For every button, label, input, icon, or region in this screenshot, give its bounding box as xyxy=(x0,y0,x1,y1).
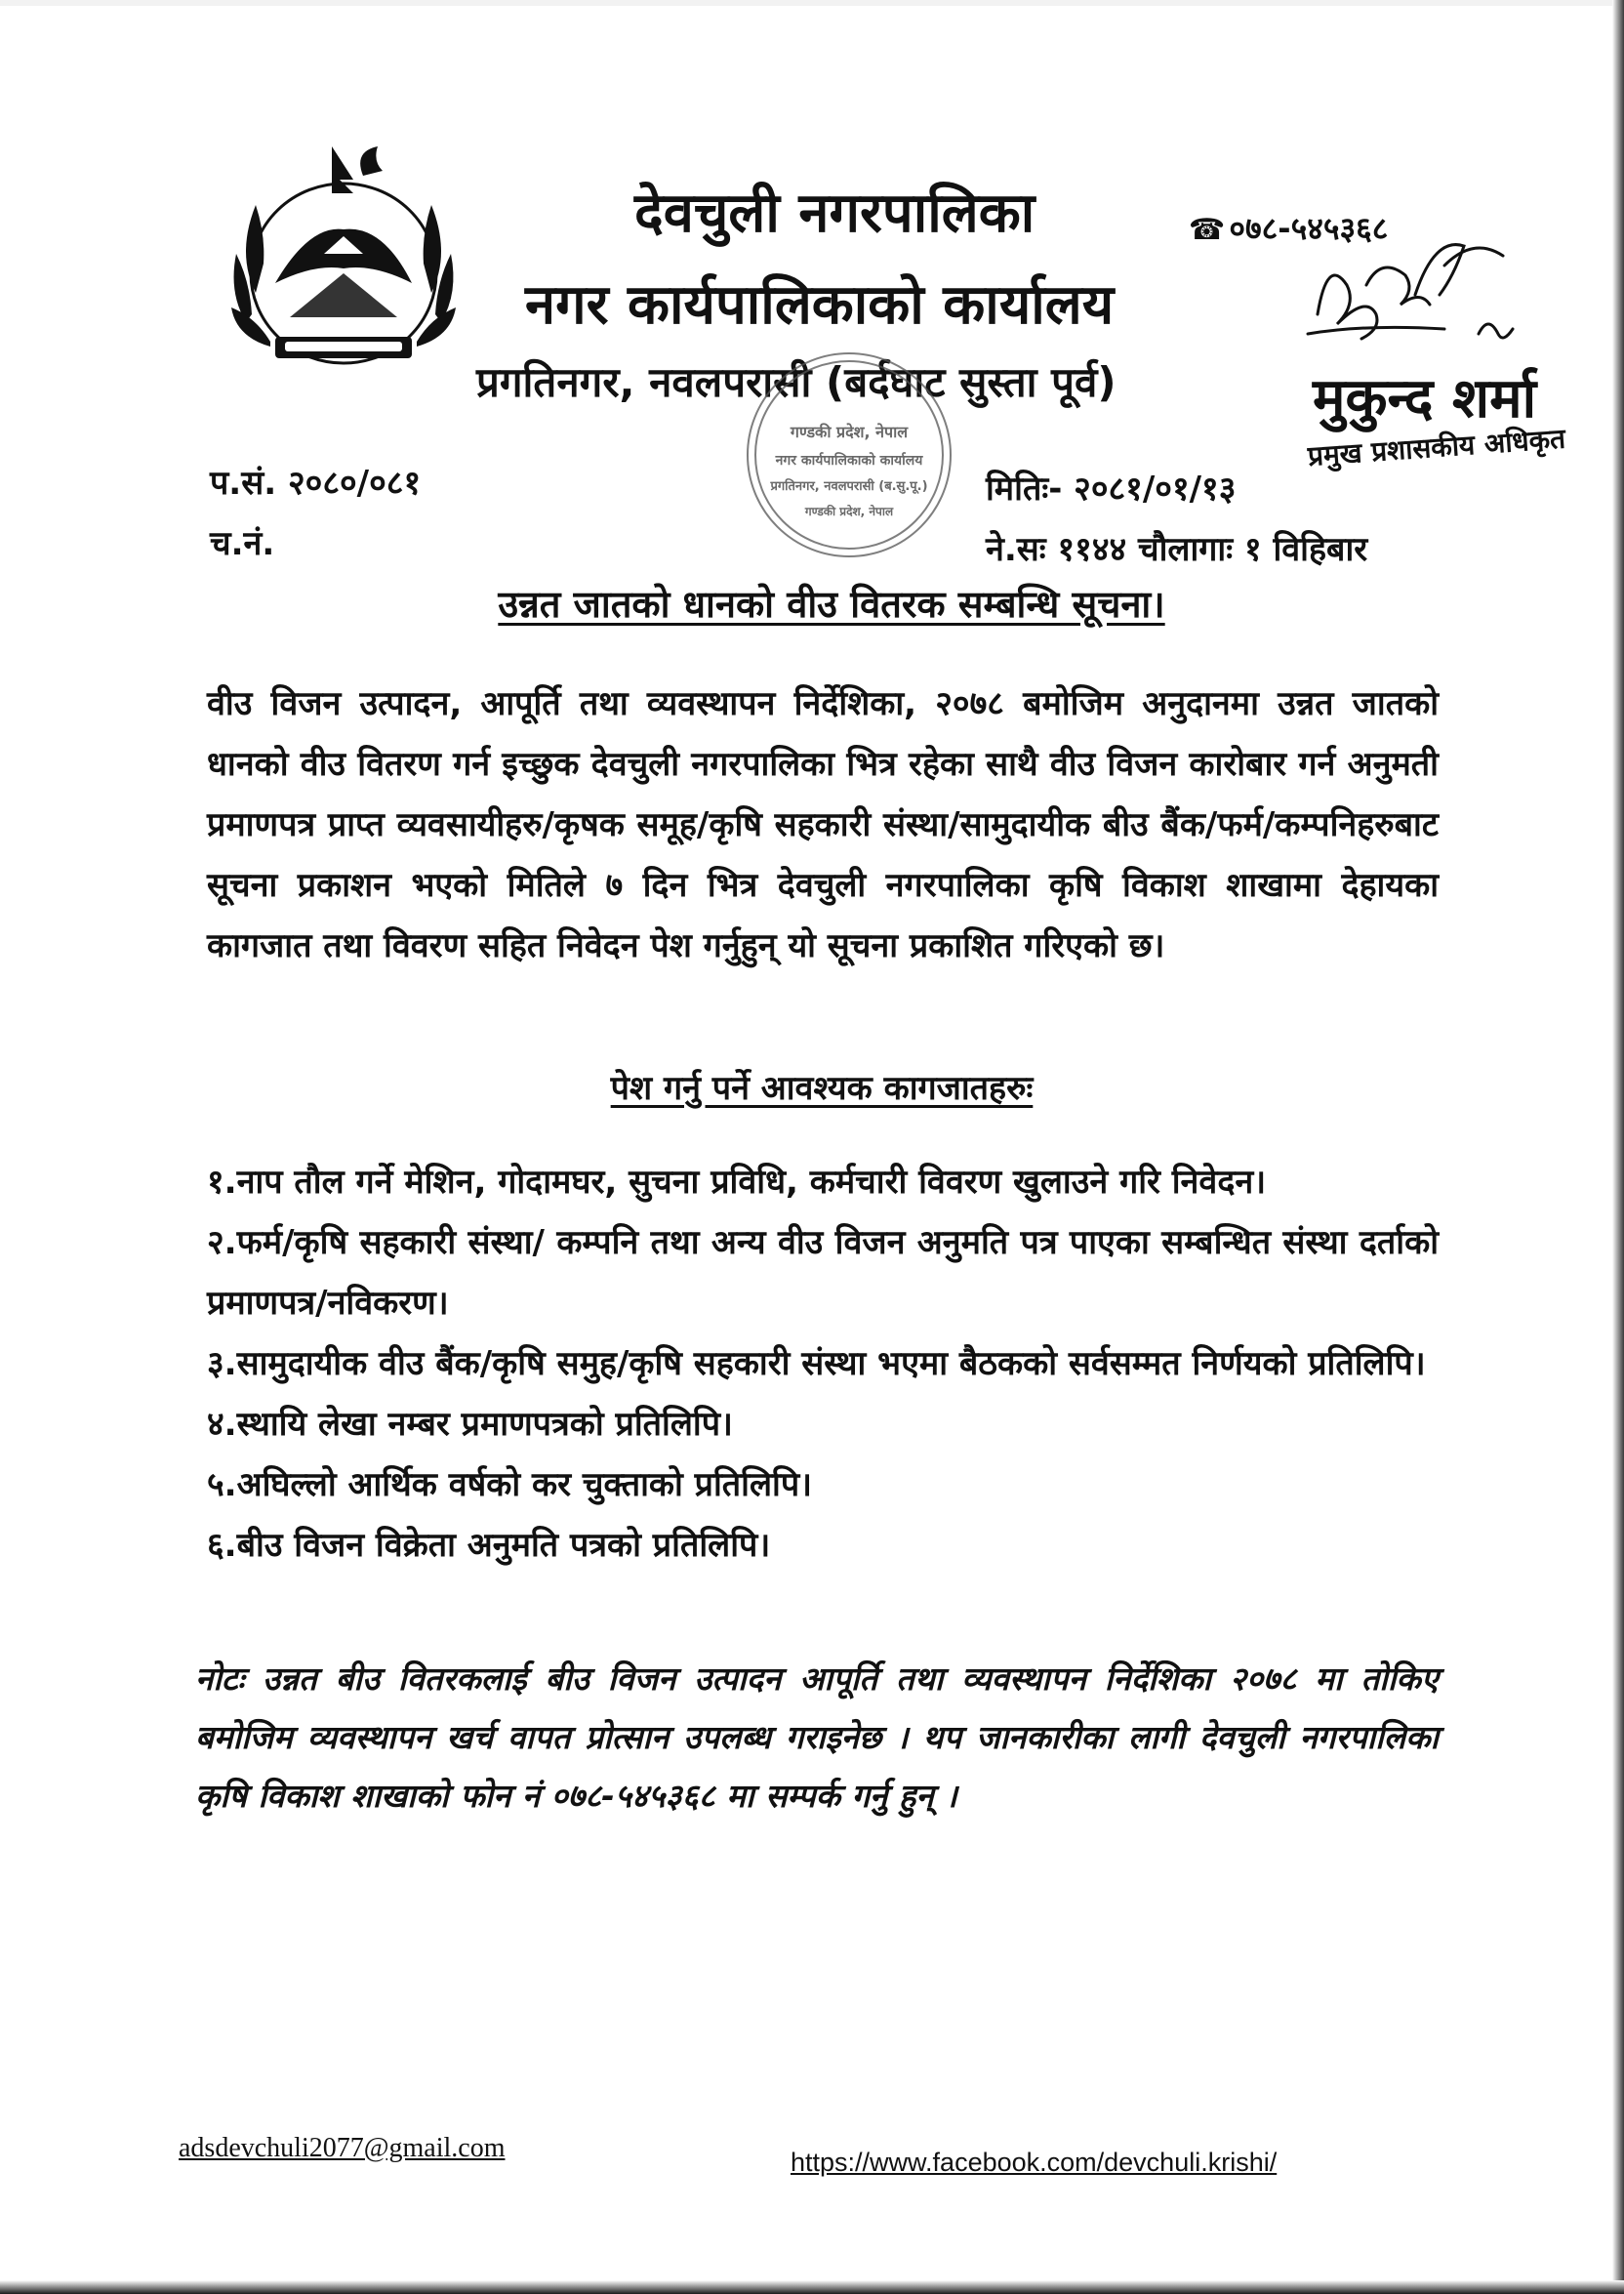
scan-edge-bottom xyxy=(0,2280,1624,2294)
list-item: ४.स्थायि लेखा नम्बर प्रमाणपत्रको प्रतिलिपि। xyxy=(207,1405,733,1444)
list-item: ५.अघिल्लो आर्थिक वर्षको कर चुक्ताको प्रतिलिपि। xyxy=(207,1465,813,1504)
list-item: ६.बीउ विजन विक्रेता अनुमति पत्रको प्रतिलिपि। xyxy=(207,1526,771,1565)
note-paragraph: नोटः उन्नत बीउ वितरकलाई बीउ विजन उत्पादन आपूर्ति तथा व्यवस्थापन निर्देशिका २०७८ मा तोकिए बमोजिम व्यवस्थापन खर्च वापत प्रोत्सान उपलब्ध गराइनेछ । थप जानकारीका लागी देवचुली नगरपालिका कृषि विकाश शाखाको फोन नं ०७८-५४५३६८ मा सम्पर्क गर्नु हुन् । xyxy=(195,1659,1439,1815)
notice-title xyxy=(0,578,1624,629)
seal-line-3: प्रगतिनगर, नवलपरासी (ब.सु.पू.) xyxy=(770,479,928,494)
telephone-icon: ☎ xyxy=(1189,213,1226,247)
scan-edge-top xyxy=(0,0,1624,6)
documents-heading-text: पेश गर्नु पर्ने आवश्यक कागजातहरुः xyxy=(610,1069,1034,1108)
seal-line-4: गण्डकी प्रदेश, नेपाल xyxy=(804,505,894,518)
scan-edge-right xyxy=(1612,0,1624,2294)
notice-title-text: उन्नत जातको धानको वीउ वितरक सम्बन्धि सूचना। xyxy=(498,583,1165,626)
office-address: प्रगतिनगर, नवलपरासी (बर्दघाट सुस्ता पूर्व) xyxy=(476,358,1116,406)
handwritten-signature xyxy=(1298,226,1542,363)
nepal-emblem-icon xyxy=(217,137,470,386)
seal-line-1: गण्डकी प्रदेश, नेपाल xyxy=(790,423,909,441)
notice-date: मितिः- २०८१/०१/१३ xyxy=(986,470,1237,509)
documents-list xyxy=(207,1152,1439,1576)
footer-facebook[interactable] xyxy=(791,2148,1277,2178)
signatory-title: प्रमुख प्रशासकीय अधिकृत xyxy=(1306,422,1567,472)
official-seal xyxy=(740,344,958,566)
header-phone-number: ०७८-५४५३६८ xyxy=(1229,210,1389,247)
footer-email[interactable] xyxy=(179,2133,506,2164)
footer-email-link[interactable]: adsdevchuli2077@gmail.com xyxy=(179,2133,506,2163)
list-item: २.फर्म/कृषि सहकारी संस्था/ कम्पनि तथा अन्य वीउ विजन अनुमति पत्र पाएका सम्बन्धित संस्था दर्ताको प्रमाणपत्र/नविकरण। xyxy=(207,1223,1439,1323)
nepal-sambat-date: ने.सः ११४४ चौलागाः १ विहिबार xyxy=(986,530,1368,569)
footer-facebook-link[interactable]: https://www.facebook.com/devchuli.krishi/ xyxy=(791,2148,1278,2177)
list-item: ३.सामुदायीक वीउ बैंक/कृषि समुह/कृषि सहकारी संस्था भएमा बैठकको सर्वसम्मत निर्णयको प्रतिलिपि। xyxy=(207,1344,1426,1383)
list-item: १.नाप तौल गर्ने मेशिन, गोदामघर, सुचना प्रविधि, कर्मचारी विवरण खुलाउने गरि निवेदन। xyxy=(207,1163,1267,1202)
documents-heading xyxy=(0,1064,1624,1109)
reference-number: प.सं. २०८०/०८१ xyxy=(210,464,422,503)
office-name: नगर कार्यपालिकाको कार्यालय xyxy=(525,273,1115,337)
signatory-name: मुकुन्द शर्मा xyxy=(1313,367,1537,430)
seal-line-2: नगर कार्यपालिकाको कार्यालय xyxy=(775,453,923,469)
dispatch-number: च.नं. xyxy=(210,524,275,563)
municipality-name: देवचुली नगरपालिका xyxy=(634,182,1035,245)
notice-body: वीउ विजन उत्पादन, आपूर्ति तथा व्यवस्थापन निर्देशिका, २०७८ बमोजिम अनुदानमा उन्नत जातको धानको वीउ वितरण गर्न इच्छुक देवचुली नगरपालिका भित्र रहेका साथै वीउ विजन कारोबार गर्न अनुमती प्रमाणपत्र प्राप्त व्यवसायीहरु/कृषक समूह/कृषि सहकारी संस्था/सामुदायीक बीउ बैंक/फर्म/कम्पनिहरुबाट सूचना प्रकाशन भएको मितिले ७ दिन भित्र देवचुली नगरपालिका कृषि विकाश शाखामा देहायका कागजात तथा विवरण सहित निवेदन पेश गर्नुहुन् यो सूचना प्रकाशित गरिएको छ। xyxy=(207,684,1439,965)
